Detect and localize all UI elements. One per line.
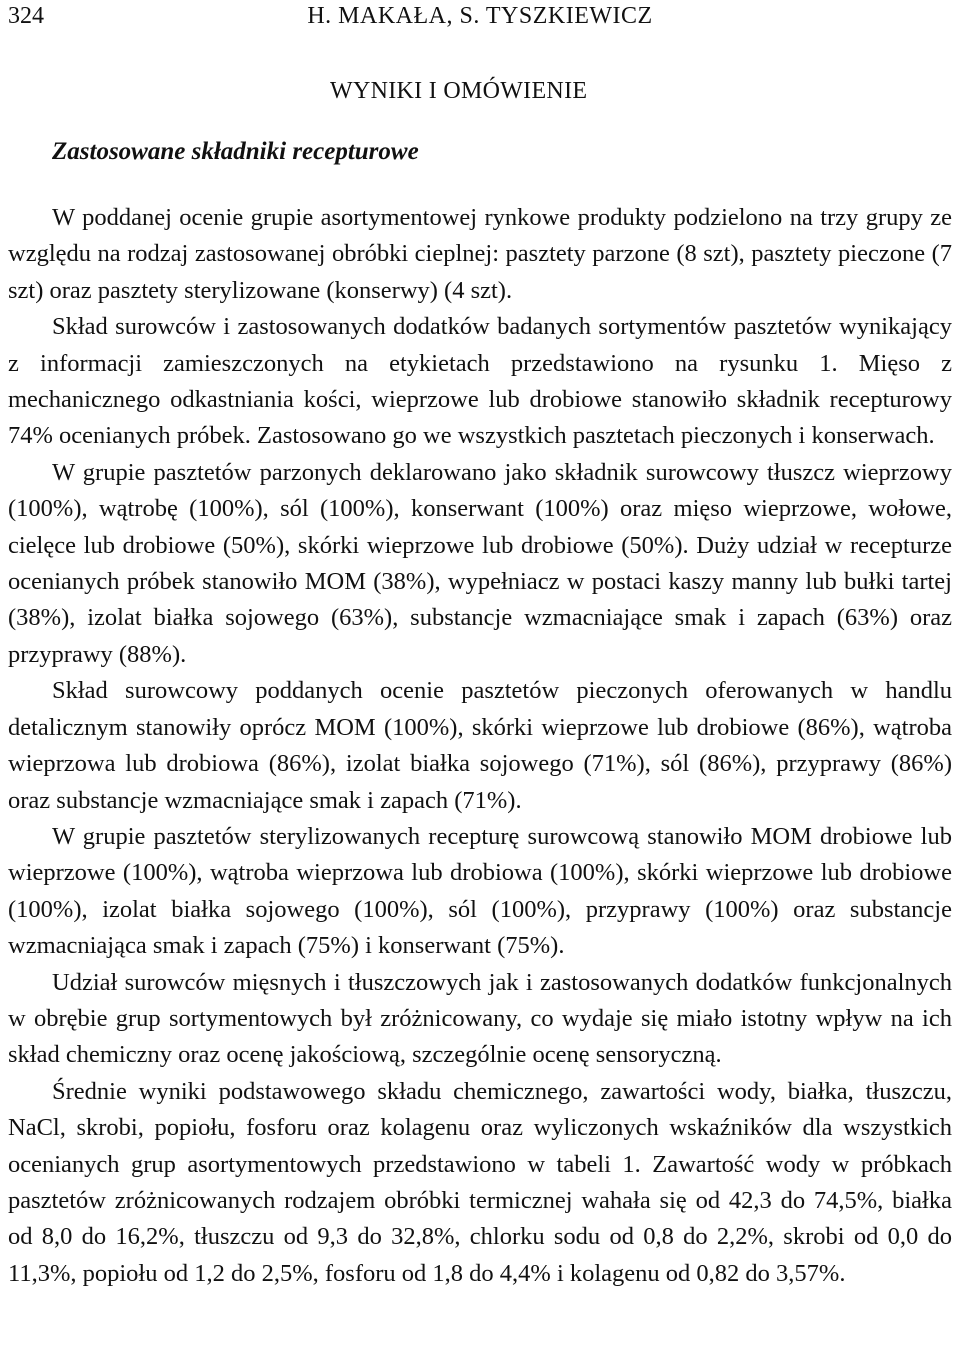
- page-number: 324: [8, 3, 44, 29]
- paragraph: Średnie wyniki podstawowego składu chemicznego, zawartości wody, białka, tłuszczu, NaCl, skrobi, popiołu, fosforu oraz kolagenu oraz wyliczonych wskaźników dla wszystkich ocenianych grup asortymentowych przedstawiono w tabeli 1. Zawartość wody w próbkach pasztetów zróżnicowanych rodzajem obróbki termicznej wahała się od 42,3 do 74,5%, białka od 8,0 do 16,2%, tłuszczu od 9,3 do 32,8%, chlorku sodu od 0,8 do 2,2%, skrobi od 0,0 do 11,3%, popiołu od 1,2 do 2,5%, fosforu od 1,8 do 4,4% i kolagenu od 0,82 do 3,57%.: [8, 1077, 952, 1287]
- body-text: [8, 200, 952, 1292]
- paragraph: Skład surowców i zastosowanych dodatków badanych sortymentów pasztetów wynikający z informacji zamieszczonych na etykietach przedstawiono na rysunku 1. Mięso z mechanicznego odkastniania kości, wieprzowe lub drobiowe stanowiło składnik recepturowy 74% ocenianych próbek. Zastosowano go we wszystkich pasztetach pieczonych i konserwach.: [8, 313, 952, 450]
- paragraph: W grupie pasztetów sterylizowanych recepturę surowcową stanowiło MOM drobiowe lub wieprzowe (100%), wątroba wieprzowa lub drobiowa (100%), skórki wieprzowe lub drobiowe (100%), izolat białka sojowego (100%), sól (100%), przyprawy (100%) oraz substancje wzmacniająca smak i zapach (75%) i konserwant (75%).: [8, 822, 952, 960]
- paragraph: Udział surowców mięsnych i tłuszczowych jak i zastosowanych dodatków funkcjonalnych w obrębie grup sortymentowych był zróżnicowany, co wydaje się miało istotny wpływ na ich skład chemiczny oraz ocenę jakościową, szczególnie ocenę sensoryczną.: [8, 968, 952, 1069]
- page-header: [8, 0, 952, 40]
- running-head: H. MAKAŁA, S. TYSZKIEWICZ: [307, 3, 653, 29]
- paragraph: W grupie pasztetów parzonych deklarowano jako składnik surowcowy tłuszcz wieprzowy (100%), wątrobę (100%), sól (100%), konserwant (100%) oraz mięso wieprzowe, wołowe, cielęce lub drobiowe (50%), skórki wieprzowe lub drobiowe (50%). Duży udział w recepturze ocenianych próbek stanowiło MOM (38%), wypełniacz w postaci kaszy manny lub bułki tartej (38%), izolat białka sojowego (63%), substancje wzmacniające smak i zapach (63%) oraz przyprawy (88%).: [8, 458, 952, 668]
- subsection-title: Zastosowane składniki recepturowe: [52, 138, 419, 165]
- section-title: WYNIKI I OMÓWIENIE: [330, 78, 588, 104]
- paragraph: Skład surowcowy poddanych ocenie pasztetów pieczonych oferowanych w handlu detalicznym stanowiły oprócz MOM (100%), skórki wieprzowe lub drobiowe (86%), wątroba wieprzowa lub drobiowa (86%), izolat białka sojowego (71%), sól (86%), przyprawy (86%) oraz substancje wzmacniające smak i zapach (71%).: [8, 677, 952, 814]
- paragraph: W poddanej ocenie grupie asortymentowej rynkowe produkty podzielono na trzy grupy ze względu na rodzaj zastosowanej obróbki cieplnej: pasztety parzone (8 szt), pasztety pieczone (7 szt) oraz pasztety sterylizowane (konserwy) (4 szt).: [8, 204, 952, 304]
